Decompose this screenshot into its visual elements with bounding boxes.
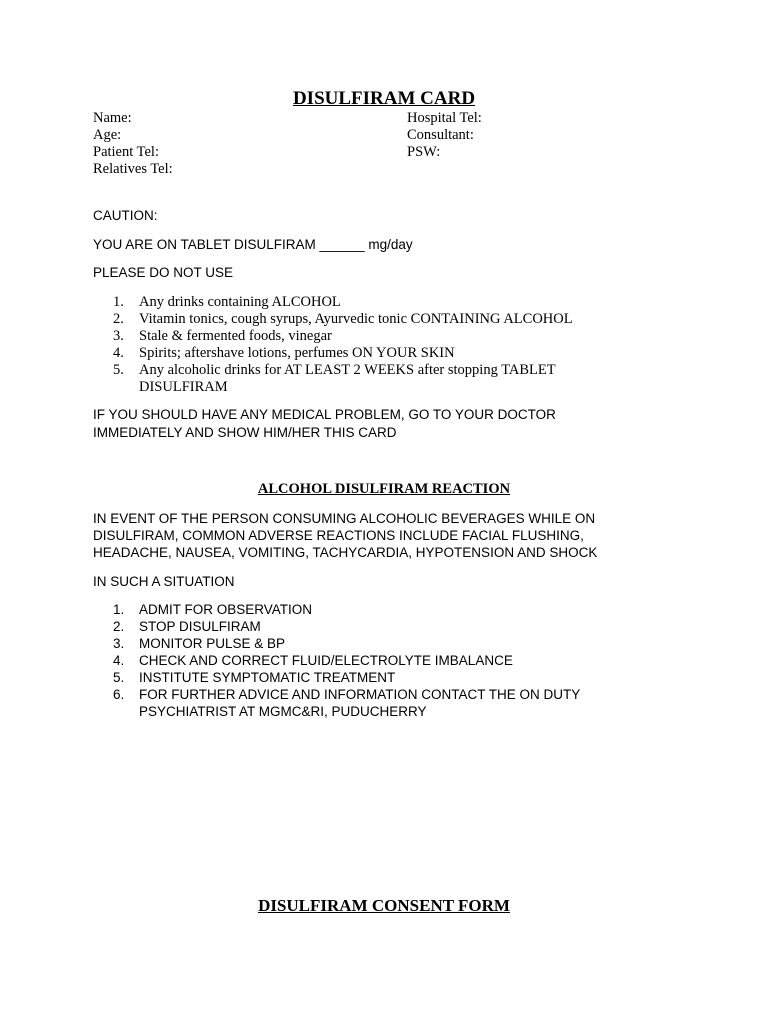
card-title: DISULFIRAM CARD [292,88,476,109]
field-patient-tel: Patient Tel: [93,144,159,160]
list-item-continuation [93,703,580,720]
list-item-number: 4. [113,345,124,361]
list-item-number: 5. [113,362,124,378]
medical-problem-line-1: IF YOU SHOULD HAVE ANY MEDICAL PROBLEM, GO TO YOUR DOCTOR [93,407,556,422]
list-item [93,601,580,618]
list-item-text: Any alcoholic drinks for AT LEAST 2 WEEKS after stopping TABLET [139,362,556,378]
list-item-text: ADMIT FOR OBSERVATION [139,602,313,617]
list-item-continuation [93,379,573,396]
field-age: Age: [93,127,122,143]
list-item-number: 3. [113,328,124,344]
medical-problem-line-2: IMMEDIATELY AND SHOW HIM/HER THIS CARD [93,425,397,440]
list-item [93,669,580,686]
field-name: Name: [93,110,132,126]
list-item-number: 5. [113,670,125,685]
list-item [93,652,580,669]
list-item-number: 4. [113,653,125,668]
list-item-number: 3. [113,636,125,651]
caution-label: CAUTION: [93,208,158,223]
reaction-para-line-2: DISULFIRAM, COMMON ADVERSE REACTIONS INCLUDE FACIAL FLUSHING, [93,528,584,543]
list-item-text: Vitamin tonics, cough syrups, Ayurvedic tonic CONTAINING ALCOHOL [139,311,573,327]
list-item [93,635,580,652]
list-item-text: CHECK AND CORRECT FLUID/ELECTROLYTE IMBALANCE [139,653,513,668]
avoid-list [93,294,573,396]
list-item-number: 1. [113,294,124,310]
do-not-use-heading: PLEASE DO NOT USE [93,265,234,280]
situation-heading: IN SUCH A SITUATION [93,574,235,589]
field-consultant: Consultant: [407,127,474,143]
list-item [93,311,573,328]
reaction-para-line-3: HEADACHE, NAUSEA, VOMITING, TACHYCARDIA, HYPOTENSION AND SHOCK [93,545,598,560]
list-item-number: 6. [113,687,125,702]
reaction-para-line-1: IN EVENT OF THE PERSON CONSUMING ALCOHOLIC BEVERAGES WHILE ON [93,511,596,526]
list-item [93,328,573,345]
list-item-text: Stale & fermented foods, vinegar [139,328,332,344]
list-item [93,362,573,379]
list-item-text: STOP DISULFIRAM [139,619,261,634]
list-item-number: 2. [113,311,124,327]
list-item [93,686,580,703]
dose-line: YOU ARE ON TABLET DISULFIRAM ______ mg/day [93,237,413,252]
list-item-text: INSTITUTE SYMPTOMATIC TREATMENT [139,670,396,685]
steps-list [93,601,580,720]
list-item [93,345,573,362]
list-item-text: DISULFIRAM [139,379,228,395]
list-item-number: 1. [113,602,125,617]
list-item-text: PSYCHIATRIST AT MGMC&RI, PUDUCHERRY [139,704,427,719]
field-psw: PSW: [407,144,441,160]
list-item-number: 2. [113,619,125,634]
consent-form-title: DISULFIRAM CONSENT FORM [258,896,510,915]
reaction-heading: ALCOHOL DISULFIRAM REACTION [257,481,511,497]
field-hospital-tel: Hospital Tel: [407,110,482,126]
list-item-text: FOR FURTHER ADVICE AND INFORMATION CONTACT THE ON DUTY [139,687,581,702]
list-item-text: Spirits; aftershave lotions, perfumes ON YOUR SKIN [139,345,455,361]
list-item [93,618,580,635]
list-item [93,294,573,311]
list-item-text: Any drinks containing ALCOHOL [139,294,341,310]
list-item-text: MONITOR PULSE & BP [139,636,286,651]
field-relatives-tel: Relatives Tel: [93,161,173,177]
